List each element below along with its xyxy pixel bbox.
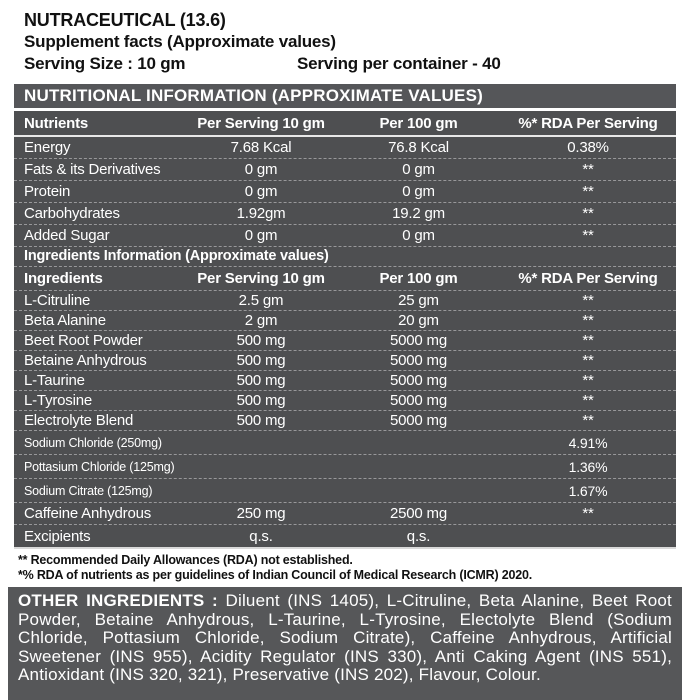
col-per-100: Per 100 gm xyxy=(379,114,458,132)
ingredient-name: Beet Root Powder xyxy=(24,332,143,349)
nutrient-per-serving: 0 gm xyxy=(244,227,278,244)
ingredient-per-100: q.s. xyxy=(406,527,431,545)
ingredient-row xyxy=(14,351,676,371)
ingredient-per-serving: 2.5 gm xyxy=(238,292,284,309)
ingredient-rda: ** xyxy=(582,352,594,369)
ingredient-per-serving: 500 mg xyxy=(236,412,286,429)
sub-ingredient-name: Pottasium Chloride (125mg) xyxy=(24,459,175,474)
ingredient-rda: ** xyxy=(582,392,594,409)
ingredient-per-serving: 500 mg xyxy=(236,352,286,369)
ingredient-name: Caffeine Anhydrous xyxy=(24,505,152,522)
footnote-rda-not-established: ** Recommended Daily Allowances (RDA) not established. xyxy=(18,553,353,567)
sub-ingredient-row xyxy=(14,431,676,455)
ingredient-row xyxy=(14,391,676,411)
ingredient-per-100: 5000 mg xyxy=(390,392,447,409)
ingredient-per-serving: 500 mg xyxy=(236,392,286,409)
ingredient-per-100: 2500 mg xyxy=(390,505,447,522)
sub-ingredient-row xyxy=(14,479,676,503)
nutrient-rda: ** xyxy=(582,183,594,200)
ingredient-rda: ** xyxy=(582,412,594,429)
ingredient-per-100: 20 gm xyxy=(398,312,439,329)
sub-ingredient-rda: 1.36% xyxy=(568,458,608,475)
ingredient-name: Excipients xyxy=(24,527,91,545)
ingredient-per-100: 5000 mg xyxy=(390,352,447,369)
nutrient-name: Added Sugar xyxy=(24,227,110,244)
sub-ingredient-rda: 4.91% xyxy=(568,434,608,451)
footnotes xyxy=(18,553,690,583)
col-per-serving: Per Serving 10 gm xyxy=(197,270,325,287)
label-header xyxy=(0,0,690,75)
ingredient-rda: ** xyxy=(582,505,594,522)
servings-per-container: Serving per container - 40 xyxy=(297,54,501,73)
nutrient-row xyxy=(14,159,676,181)
nutrients-header-row xyxy=(14,111,676,137)
ingredient-name: L-Tyrosine xyxy=(24,392,93,409)
ingredients-header-row xyxy=(14,267,676,291)
other-ingredients-list: Diluent (INS 1405), L-Citruline, Beta Alanine, Beet Root Powder, Betaine Anhydrous, L-Taurine, L-Tyrosine, Electolyte Blend (Sodium Chloride, Pottasium Chloride, Sodium Citrate), Caffeine Anhydrous, Artificial Sweetener (INS 955), Acidity Regulator (INS 330), Anti Caking Agent (INS 551), Antioxidant (INS 320, 321), Preservative (INS 202), Flavour, Colour. xyxy=(18,591,672,684)
other-ingredients-label: OTHER INGREDIENTS : xyxy=(18,591,218,610)
ingredient-name: L-Taurine xyxy=(24,372,85,389)
sub-ingredient-rda: 1.67% xyxy=(568,482,608,499)
sub-ingredient-name: Sodium Chloride (250mg) xyxy=(24,435,162,450)
ingredient-per-serving: 500 mg xyxy=(236,372,286,389)
other-ingredients-box xyxy=(8,587,682,700)
col-per-100: Per 100 gm xyxy=(379,270,458,287)
ingredient-row xyxy=(14,311,676,331)
nutrient-rda: ** xyxy=(582,227,594,244)
col-per-serving: Per Serving 10 gm xyxy=(197,114,325,132)
nutrient-per-100: 19.2 gm xyxy=(392,205,445,222)
ingredient-row xyxy=(14,371,676,391)
ingredient-per-100: 25 gm xyxy=(398,292,439,309)
ingredient-name: Electrolyte Blend xyxy=(24,412,134,429)
ingredient-name: Beta Alanine xyxy=(24,312,106,329)
nutrient-row xyxy=(14,225,676,247)
nutrient-per-serving: 1.92gm xyxy=(236,205,286,222)
panel-banner: NUTRITIONAL INFORMATION (APPROXIMATE VALUES) xyxy=(14,84,676,111)
footnote-icmr-guidelines: *% RDA of nutrients as per guidelines of Indian Council of Medical Research (ICMR) 2020. xyxy=(18,568,532,582)
nutrient-per-serving: 0 gm xyxy=(244,161,278,178)
ingredient-rda: ** xyxy=(582,312,594,329)
nutrient-row xyxy=(14,203,676,225)
nutrient-row xyxy=(14,181,676,203)
ingredient-row xyxy=(14,331,676,351)
nutrient-name: Carbohydrates xyxy=(24,205,120,222)
ingredient-rda: ** xyxy=(582,292,594,309)
serving-size: Serving Size : 10 gm xyxy=(24,54,186,73)
ingredient-name: Betaine Anhydrous xyxy=(24,352,147,369)
nutrient-rda: ** xyxy=(582,205,594,222)
nutrient-per-serving: 7.68 Kcal xyxy=(230,139,292,156)
supplement-facts-heading: Supplement facts (Approximate values) xyxy=(24,32,336,51)
col-ingredients: Ingredients xyxy=(24,270,103,287)
ingredient-per-serving: 2 gm xyxy=(244,312,278,329)
nutrient-per-serving: 0 gm xyxy=(244,183,278,200)
nutrient-per-100: 76.8 Kcal xyxy=(388,139,449,156)
ingredient-row xyxy=(14,291,676,311)
ingredient-row xyxy=(14,411,676,431)
col-rda: %* RDA Per Serving xyxy=(518,270,658,287)
other-ingredients-text xyxy=(18,592,672,685)
ingredient-name: L-Citruline xyxy=(24,292,91,309)
ingredient-rda: ** xyxy=(582,372,594,389)
ingredient-row xyxy=(14,503,676,525)
nutrient-per-100: 0 gm xyxy=(402,183,435,200)
sub-ingredient-name: Sodium Citrate (125mg) xyxy=(24,483,153,498)
nutrient-name: Energy xyxy=(24,139,71,156)
sub-ingredient-row xyxy=(14,455,676,479)
nutrient-name: Protein xyxy=(24,183,71,200)
ingredient-per-serving: q.s. xyxy=(249,527,273,545)
ingredient-per-100: 5000 mg xyxy=(390,412,447,429)
nutrient-rda: 0.38% xyxy=(567,139,609,156)
nutrient-name: Fats & its Derivatives xyxy=(24,161,161,178)
ingredient-rda: ** xyxy=(582,332,594,349)
product-title: NUTRACEUTICAL (13.6) xyxy=(24,10,226,30)
nutrition-panel xyxy=(14,84,676,549)
col-nutrients: Nutrients xyxy=(24,114,89,132)
ingredient-per-100: 5000 mg xyxy=(390,332,447,349)
nutrient-per-100: 0 gm xyxy=(402,161,435,178)
ingredient-per-100: 5000 mg xyxy=(390,372,447,389)
nutrient-per-100: 0 gm xyxy=(402,227,435,244)
ingredient-per-serving: 250 mg xyxy=(236,505,286,522)
serving-info xyxy=(24,53,666,75)
nutrient-rda: ** xyxy=(582,161,594,178)
nutrient-row xyxy=(14,137,676,159)
col-rda: %* RDA Per Serving xyxy=(518,114,658,132)
ingredients-info-heading: Ingredients Information (Approximate values) xyxy=(14,247,676,267)
ingredient-per-serving: 500 mg xyxy=(236,332,286,349)
ingredient-row xyxy=(14,525,676,547)
